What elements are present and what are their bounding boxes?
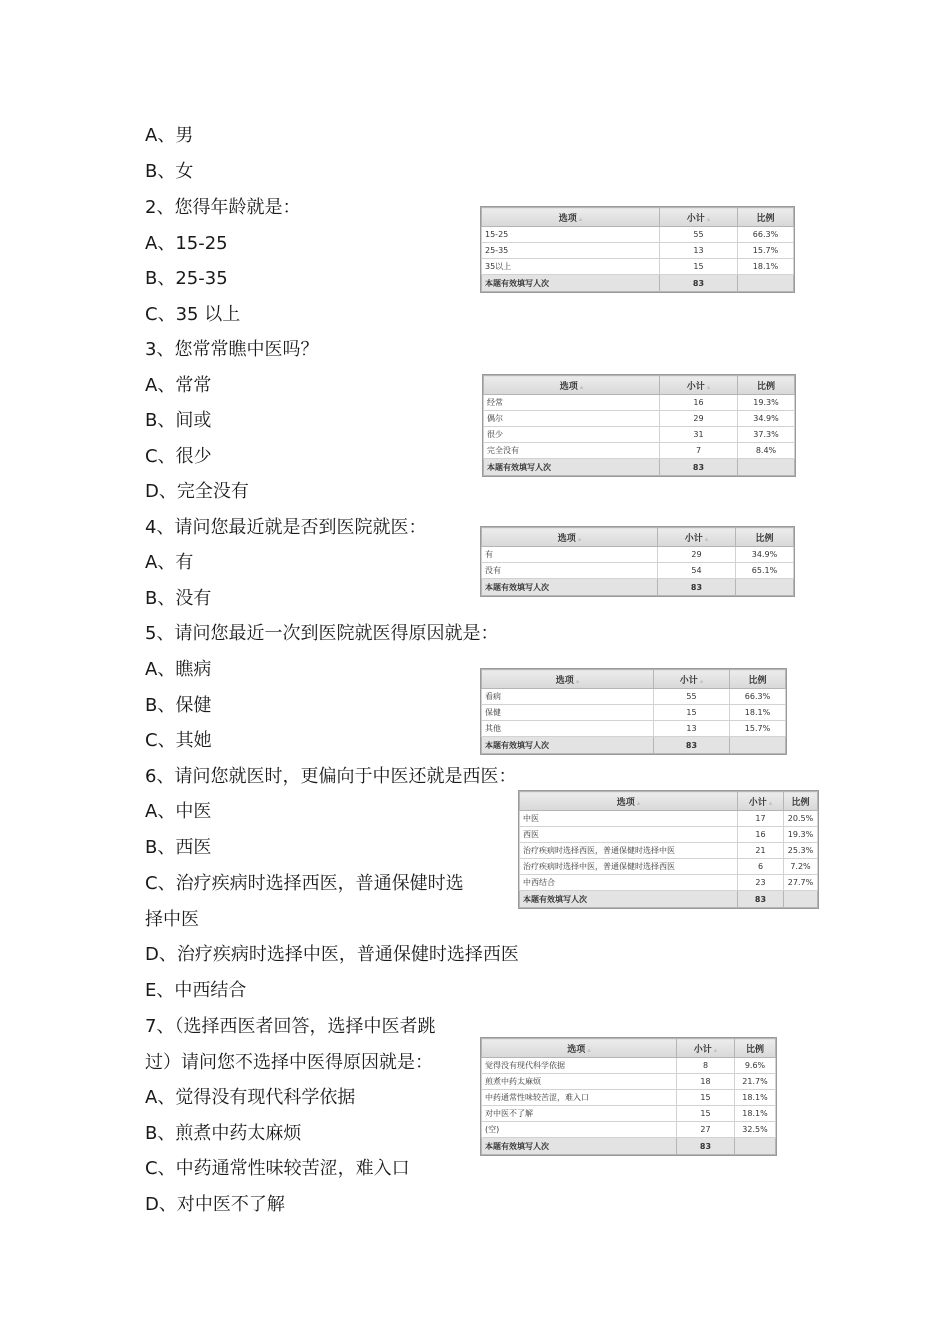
col-header-ratio: 比例 [735,1039,776,1058]
sort-icon[interactable]: ▴ [699,676,704,685]
table-row: 煎煮中药太麻烦 18 21.7% [482,1074,776,1090]
table-row: 经常 16 19.3% [484,395,795,411]
table-total-row: 本题有效填写人次 83 [520,891,818,908]
sort-icon[interactable]: ▴ [706,382,711,391]
col-header-option[interactable]: 选项 ▴ [484,376,660,395]
sort-icon[interactable]: ▴ [578,214,583,223]
table-row: 没有 54 65.1% [482,563,794,579]
table-row: 偶尔 29 34.9% [484,411,795,427]
q5-question: 5、请问您最近一次到医院就医得原因就是： [145,623,499,644]
table-total-row: 本题有效填写人次 83 [482,737,786,754]
table-row: 觉得没有现代科学依据 8 9.6% [482,1058,776,1074]
table-total-row: 本题有效填写人次 83 [484,459,795,476]
q3-option-b: B、间或 [145,410,212,431]
q6-option-c-cont: 择中医 [145,909,199,930]
sort-icon[interactable]: ▴ [579,382,584,391]
col-header-count[interactable]: 小计 ▴ [660,376,738,395]
col-header-count[interactable]: 小计 ▴ [738,792,784,811]
age-result-table [480,206,795,293]
q5-option-b: B、保健 [145,695,212,716]
q2-option-a: A、15-25 [145,233,228,254]
preference-result-table [518,790,819,909]
q4-option-b: B、没有 [145,588,212,609]
table-row: (空) 27 32.5% [482,1122,776,1138]
table-total-row: 本题有效填写人次 83 [482,1138,776,1155]
table-row: 看病 55 66.3% [482,689,786,705]
sort-icon[interactable]: ▴ [575,676,580,685]
sort-icon[interactable]: ▴ [768,798,773,807]
col-header-ratio: 比例 [736,528,794,547]
table-total-row: 本题有效填写人次 83 [482,579,794,596]
table-row: 15-25 55 66.3% [482,227,794,243]
q4-option-a: A、有 [145,552,194,573]
col-header-ratio: 比例 [738,376,795,395]
q5-option-c: C、其她 [145,730,212,751]
table-row: 其他 13 15.7% [482,721,786,737]
q2-option-c: C、35 以上 [145,304,241,325]
q7-option-b: B、煎煮中药太麻烦 [145,1123,302,1144]
col-header-ratio: 比例 [738,208,794,227]
not-choosing-tcm-result-table [480,1037,777,1156]
col-header-option[interactable]: 选项 ▴ [482,528,658,547]
table-row: 25-35 13 15.7% [482,243,794,259]
col-header-ratio: 比例 [730,670,786,689]
q6-option-e: E、中西结合 [145,980,247,1001]
col-header-count[interactable]: 小计 ▴ [654,670,730,689]
q2-option-b: B、25-35 [145,268,228,289]
q3-option-a: A、常常 [145,375,212,396]
q2-question: 2、您得年龄就是： [145,197,301,218]
col-header-count[interactable]: 小计 ▴ [658,528,736,547]
q7-option-d: D、对中医不了解 [145,1194,285,1215]
q7-question-cont: 过）请问您不选择中医得原因就是： [145,1052,433,1073]
q7-option-a: A、觉得没有现代科学依据 [145,1087,356,1108]
table-total-row: 本题有效填写人次 83 [482,275,794,292]
q7-option-c: C、中药通常性味较苦涩，难入口 [145,1158,410,1179]
q6-option-d: D、治疗疾病时选择中医，普通保健时选择西医 [145,944,519,965]
table-row: 完全没有 7 8.4% [484,443,795,459]
sort-icon[interactable]: ▴ [577,534,582,543]
table-row: 西医 16 19.3% [520,827,818,843]
q5-option-a: A、瞧病 [145,659,212,680]
table-row: 很少 31 37.3% [484,427,795,443]
table-row: 中医 17 20.5% [520,811,818,827]
sort-icon[interactable]: ▴ [587,1045,591,1054]
visit-reason-result-table [480,668,787,755]
col-header-option[interactable]: 选项 ▴ [482,1039,677,1058]
table-row: 中西结合 23 27.7% [520,875,818,891]
col-header-option[interactable]: 选项 ▴ [482,670,654,689]
table-row: 治疗疾病时选择西医，普通保健时选择中医 21 25.3% [520,843,818,859]
col-header-option[interactable]: 选项 ▴ [520,792,738,811]
recent-visit-result-table [480,526,795,597]
q6-option-b: B、西医 [145,837,212,858]
q6-option-c: C、治疗疾病时选择西医，普通保健时选 [145,873,464,894]
sort-icon[interactable]: ▴ [704,534,709,543]
table-row: 治疗疾病时选择中医，普通保健时选择西医 6 7.2% [520,859,818,875]
q6-question: 6、请问您就医时，更偏向于中医还就是西医： [145,766,517,787]
table-row: 有 29 34.9% [482,547,794,563]
table-row: 中药通常性味较苦涩，难入口 15 18.1% [482,1090,776,1106]
sort-icon[interactable]: ▴ [713,1045,718,1054]
q3-option-d: D、完全没有 [145,481,249,502]
col-header-count[interactable]: 小计 ▴ [660,208,738,227]
sort-icon[interactable]: ▴ [636,798,641,807]
col-header-ratio: 比例 [784,792,818,811]
q1-option-a: A、男 [145,125,194,146]
table-row: 保健 15 18.1% [482,705,786,721]
q7-question: 7、（选择西医者回答，选择中医者跳 [145,1016,436,1037]
col-header-count[interactable]: 小计 ▴ [677,1039,735,1058]
q4-question: 4、请问您最近就是否到医院就医： [145,517,427,538]
frequency-result-table [482,374,796,477]
table-row: 对中医不了解 15 18.1% [482,1106,776,1122]
q3-option-c: C、很少 [145,446,212,467]
q1-option-b: B、女 [145,161,194,182]
q6-option-a: A、中医 [145,801,212,822]
q3-question: 3、您常常瞧中医吗？ [145,339,319,360]
table-row: 35以上 15 18.1% [482,259,794,275]
col-header-option[interactable]: 选项 ▴ [482,208,660,227]
sort-icon[interactable]: ▴ [706,214,711,223]
